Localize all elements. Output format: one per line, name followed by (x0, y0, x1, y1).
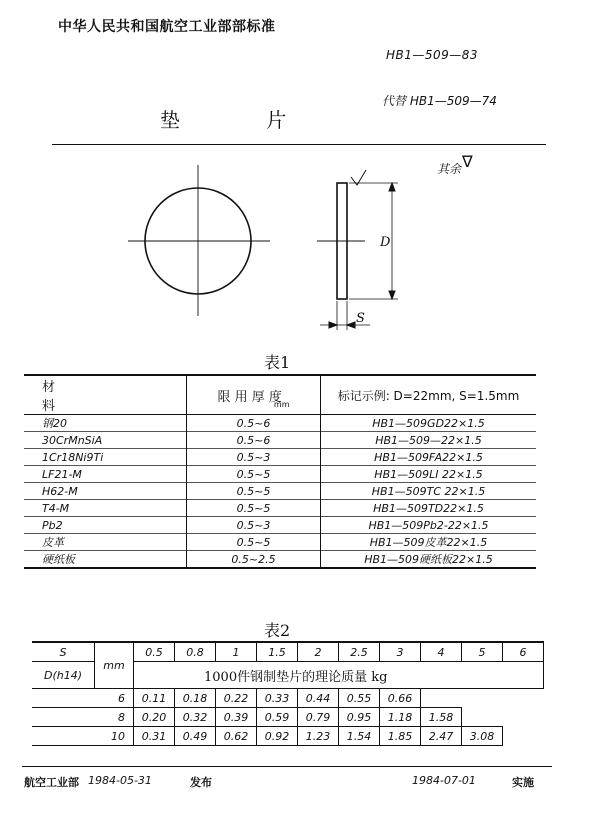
issue-label: 发布 (190, 776, 212, 789)
mass-value: 0.79 (298, 708, 339, 727)
cell-marking: HB1—509TD22×1.5 (373, 501, 484, 515)
footer-rule (22, 766, 552, 767)
mass-value: 0.62 (216, 727, 257, 746)
s-value: 0.5 (134, 642, 175, 662)
mass-value: 0.31 (134, 727, 175, 746)
mass-value: 0.18 (175, 689, 216, 708)
cell-marking: HB1—509GD22×1.5 (372, 416, 485, 430)
cell-marking: HB1—509Pb2-22×1.5 (368, 518, 489, 532)
issuer: 航空工业部 (24, 776, 79, 789)
dim-s-label: S (356, 311, 365, 326)
mass-row (32, 708, 544, 727)
effective-label: 实施 (512, 776, 534, 789)
cell-material: 30CrMnSiA (24, 432, 187, 449)
cell-marking: HB1—509TC 22×1.5 (371, 484, 486, 498)
mass-value (503, 689, 544, 708)
cell-material: T4-M (24, 500, 187, 517)
cell-marking: HB1—509LI 22×1.5 (374, 467, 483, 481)
mass-value (503, 727, 544, 746)
mass-row (32, 727, 544, 746)
cell-thickness: 0.5~5 (187, 466, 321, 483)
effective-date: 1984-07-01 (412, 774, 476, 787)
col-marking: 标记示例: D=22mm, S=1.5mm (321, 375, 537, 415)
material-table (24, 374, 536, 569)
mass-value: 0.20 (134, 708, 175, 727)
cell-material: 钢20 (24, 415, 187, 432)
dim-d-label: D (380, 235, 391, 250)
material-row (24, 534, 536, 551)
mass-caption: 1000件钢制垫片的理论质量 kg (134, 662, 544, 689)
standard-name: 中华人民共和国航空工业部部标准 (58, 19, 276, 35)
cell-thickness: 0.5~3 (187, 449, 321, 466)
cell-material: 1Cr18Ni9Ti (24, 449, 187, 466)
d-label: D(h14) (32, 662, 95, 689)
cell-marking: HB1—509皮革22×1.5 (369, 536, 488, 549)
cell-material: 皮革 (24, 534, 187, 551)
mass-row (32, 689, 544, 708)
s-value: 3 (380, 642, 421, 662)
s-value: 2.5 (339, 642, 380, 662)
s-value: 1.5 (257, 642, 298, 662)
material-row (24, 551, 536, 569)
material-row (24, 517, 536, 534)
mass-value: 0.49 (175, 727, 216, 746)
cell-thickness: 0.5~3 (187, 517, 321, 534)
mass-value (421, 689, 462, 708)
material-row (24, 432, 536, 449)
mass-value: 0.32 (175, 708, 216, 727)
mass-value: 0.92 (257, 727, 298, 746)
mass-value: 1.18 (380, 708, 421, 727)
cell-marking: HB1—509FA22×1.5 (374, 450, 483, 464)
mass-value (503, 708, 544, 727)
mass-value: 1.58 (421, 708, 462, 727)
s-value: 6 (503, 642, 544, 662)
mass-value (462, 708, 503, 727)
cell-thickness: 0.5~2.5 (187, 551, 321, 569)
standard-code: HB1—509—83 (386, 48, 479, 62)
s-value: 5 (462, 642, 503, 662)
diameter-value: 8 (32, 708, 134, 727)
mass-table (32, 641, 544, 746)
unit-label: mm (95, 642, 134, 689)
cell-thickness: 0.5~5 (187, 483, 321, 500)
table1-title: 表1 (264, 353, 291, 372)
mass-value: 3.08 (462, 727, 503, 746)
roughness-symbol: ∇ (462, 152, 473, 171)
col-thickness: 限 用 厚 度$_{mm}$ (187, 375, 321, 415)
material-row (24, 500, 536, 517)
col-material: 材 料 (24, 375, 187, 415)
diameter-value: 6 (32, 689, 134, 708)
cell-material: H62-M (24, 483, 187, 500)
mass-value: 0.55 (339, 689, 380, 708)
s-value: 4 (421, 642, 462, 662)
issue-date: 1984-05-31 (88, 774, 152, 787)
cell-material: 硬纸板 (24, 551, 187, 569)
s-value: 0.8 (175, 642, 216, 662)
s-label: S (32, 642, 95, 662)
mass-value: 1.85 (380, 727, 421, 746)
mass-value: 1.54 (339, 727, 380, 746)
mass-value: 0.22 (216, 689, 257, 708)
mass-value: 1.23 (298, 727, 339, 746)
mass-value: 0.11 (134, 689, 175, 708)
material-row (24, 466, 536, 483)
material-row (24, 449, 536, 466)
cell-material: LF21-M (24, 466, 187, 483)
page-title: 垫 片 (160, 108, 327, 132)
washer-drawing (0, 0, 600, 360)
mass-value: 0.59 (257, 708, 298, 727)
mass-value (462, 689, 503, 708)
material-row (24, 415, 536, 432)
replaces-code: 代替 HB1—509—74 (382, 94, 497, 108)
roughness-note: 其余 (437, 162, 462, 176)
cell-thickness: 0.5~6 (187, 415, 321, 432)
s-value: 2 (298, 642, 339, 662)
mass-value: 0.44 (298, 689, 339, 708)
cell-material: Pb2 (24, 517, 187, 534)
cell-thickness: 0.5~5 (187, 500, 321, 517)
mass-value: 0.39 (216, 708, 257, 727)
cell-thickness: 0.5~5 (187, 534, 321, 551)
diameter-value: 10 (32, 727, 134, 746)
cell-marking: HB1—509硬纸板22×1.5 (364, 553, 493, 566)
mass-value: 0.95 (339, 708, 380, 727)
material-row (24, 483, 536, 500)
mass-value: 2.47 (421, 727, 462, 746)
mass-value: 0.33 (257, 689, 298, 708)
table2-title: 表2 (264, 621, 291, 640)
cell-marking: HB1—509—22×1.5 (375, 433, 482, 447)
mass-value: 0.66 (380, 689, 421, 708)
s-value: 1 (216, 642, 257, 662)
cell-thickness: 0.5~6 (187, 432, 321, 449)
